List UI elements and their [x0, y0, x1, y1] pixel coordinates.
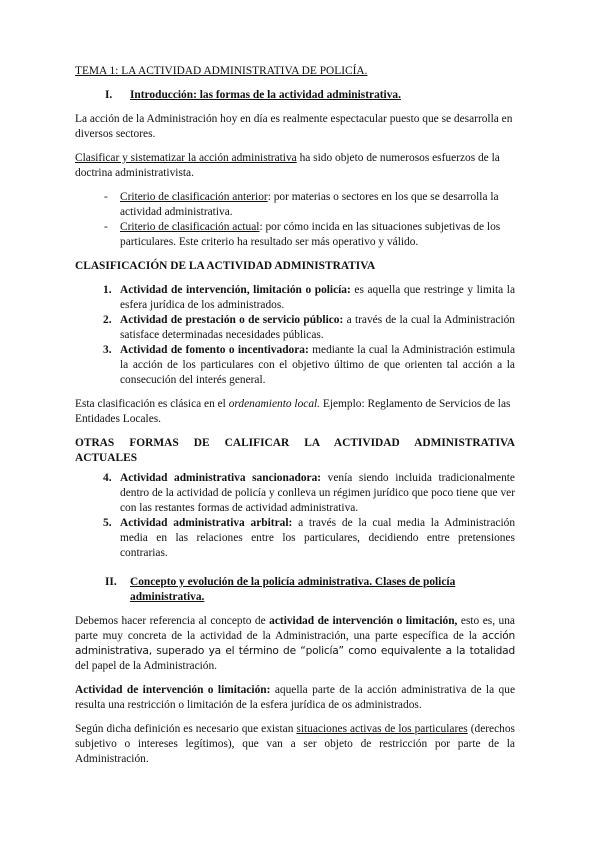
section-2-number: II.	[105, 576, 117, 588]
clasificacion-heading: CLASIFICACIÓN DE LA ACTIVIDAD ADMINISTRATIVA	[75, 260, 376, 272]
list-item: 5. Actividad administrativa arbitral: a través de la cual media la Administración media en las relaciones entre los particulares, decidiendo entre pretensiones contrarias.	[103, 517, 516, 559]
handwritten-style-text: acción administrativa, superado ya el término de “policía” como equivalente a la totalidad	[75, 630, 515, 657]
list-item: 3. Actividad de fomento o incentivadora: mediante la cual la Administración estimula la acción de los particulares con el objetivo último de que orienten tal acción a la consecución del interés general.	[103, 344, 516, 386]
otras-formas-list	[75, 471, 515, 561]
section-1-heading	[75, 88, 515, 103]
list-item: - Criterio de clasificación actual: por cómo incida en las situaciones subjetivas de los particulares. Este criterio ha resultado ser más operativo y válido.	[104, 221, 501, 248]
criteria-list	[75, 190, 515, 250]
list-item: 2. Actividad de prestación o de servicio público: a través de la cual la Administración satisface determinadas necesidades públicas.	[103, 314, 516, 341]
clasificacion-list	[75, 283, 515, 388]
list-item: 1. Actividad de intervención, limitación o policía: es aquella que restringe y limita la esfera jurídica de los administrados.	[103, 284, 515, 311]
section-2-title: Concepto y evolución de la policía administrativa. Clases de policía administrativa.	[130, 576, 456, 603]
page-title: TEMA 1: LA ACTIVIDAD ADMINISTRATIVA DE POLICÍA.	[75, 65, 368, 77]
paragraph-intro: La acción de la Administración hoy en día es realmente espectacular puesto que se desarrolla en diversos sectores.	[75, 113, 513, 140]
paragraph-concepto: Debemos hacer referencia al concepto de actividad de intervención o limitación, esto es, una parte muy concreta de la actividad de la Administración, una parte específica de la acción administrativa, superado ya el término de “policía” como equivalente a la totalidad del papel de la Administración.	[75, 615, 515, 672]
paragraph-clasica: Esta clasificación es clásica en el ordenamiento local. Ejemplo: Reglamento de Servicios de las Entidades Locales.	[75, 398, 511, 425]
document-body	[75, 64, 515, 767]
section-2-heading	[75, 575, 515, 605]
section-1-title: Introducción: las formas de la actividad administrativa.	[130, 89, 401, 101]
paragraph-definicion: Actividad de intervención o limitación: aquella parte de la acción administrativa de la que resulta una restricción o limitación de la esfera jurídica de os administrados.	[75, 684, 516, 711]
paragraph-situaciones: Según dicha definición es necesario que existan situaciones activas de los particulares (derechos subjetivo o intereses legítimos), que van a ser objeto de restricción por parte de la Administración.	[75, 723, 515, 765]
otras-formas-heading: OTRAS FORMAS DE CALIFICAR LA ACTIVIDAD ADMINISTRATIVA ACTUALES	[75, 437, 515, 464]
section-1-number: I.	[105, 89, 113, 101]
list-item: 4. Actividad administrativa sancionadora: venía siendo incluida tradicionalmente dentro de la actividad de policía y conlleva un régimen jurídico que poco tiene que ver con las restantes formas de actividad administrativa.	[103, 472, 515, 514]
underlined-phrase: Clasificar y sistematizar la acción administrativa	[75, 152, 297, 164]
paragraph-clasificar: Clasificar y sistematizar la acción administrativa ha sido objeto de numerosos esfuerzos de la doctrina administrativista.	[75, 152, 500, 179]
list-item: - Criterio de clasificación anterior: por materias o sectores en los que se desarrolla la actividad administrativa.	[104, 191, 499, 218]
